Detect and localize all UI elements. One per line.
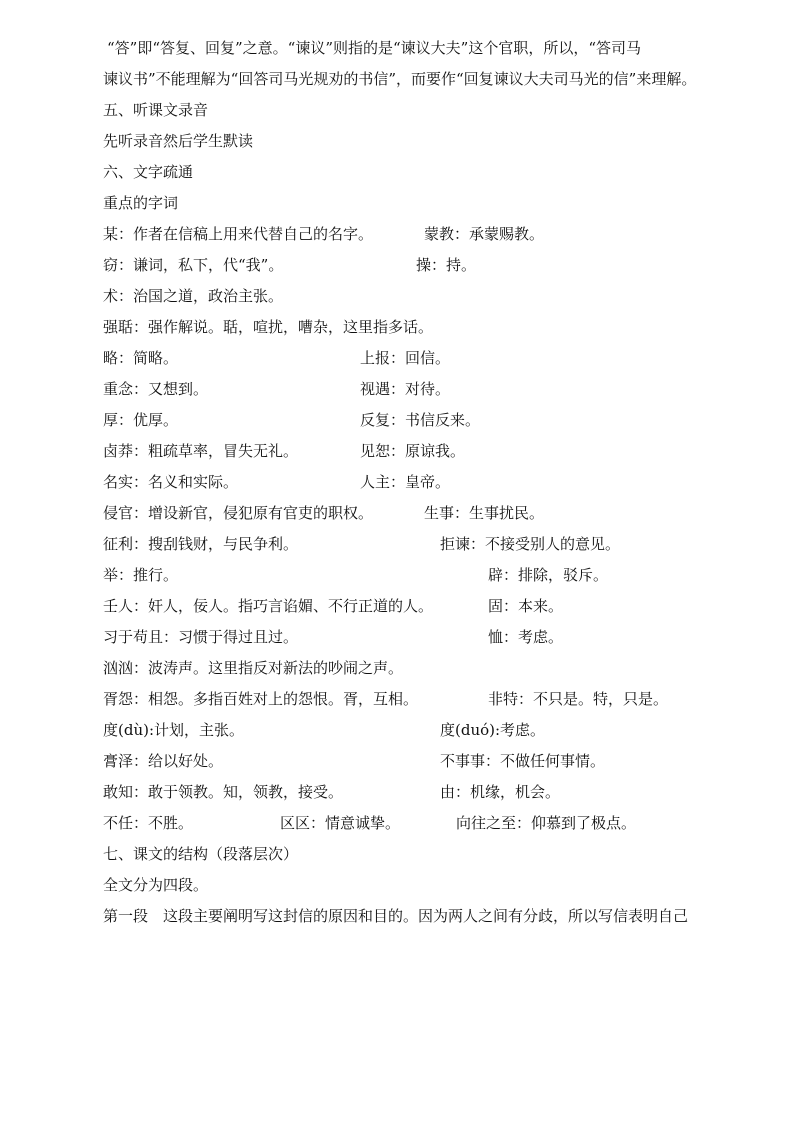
vocab-entry: 反复：书信反来。: [360, 411, 481, 429]
vocab-entry: 略：简略。: [103, 349, 179, 367]
vocab-entry: 生事：生事扰民。: [424, 504, 545, 522]
vocab-row: [0, 471, 794, 493]
vocab-row: [0, 688, 794, 710]
vocab-entry: 人主：皇帝。: [360, 473, 451, 491]
key-words-heading: 重点的字词: [103, 194, 179, 212]
vocab-entry: 习于苟且：习惯于得过且过。: [103, 628, 299, 646]
vocab-entry: 恤：考虑。: [488, 628, 564, 646]
subheading: [0, 192, 794, 214]
vocab-row: [0, 781, 794, 803]
vocab-row: [0, 750, 794, 772]
vocab-entry: 非特：不只是。特，只是。: [488, 690, 669, 708]
vocab-entry: 重念：又想到。: [103, 380, 209, 398]
vocab-entry: 胥怨：相怨。多指百姓对上的怨恨。胥，互相。: [103, 690, 419, 708]
vocab-entry: 敢知：敢于领教。知，领教，接受。: [103, 783, 344, 801]
section6-heading: 六、文字疏通: [103, 163, 194, 181]
intro-text-1: “答”即“答复、回复”之意。“谏议”则指的是“谏议大夫”这个官职，所以，“答司马: [107, 39, 642, 57]
vocab-entry: 征利：搜刮钱财，与民争利。: [103, 535, 299, 553]
vocab-entry: 汹汹：波涛声。这里指反对新法的吵闹之声。: [103, 659, 404, 677]
vocab-entry: 辟：排除，驳斥。: [488, 566, 609, 584]
intro-line: [0, 68, 794, 90]
vocab-row: [0, 254, 794, 276]
vocab-row: [0, 347, 794, 369]
section7-heading: 七、课文的结构（段落层次）: [103, 845, 299, 863]
vocab-entry: 名实：名义和实际。: [103, 473, 239, 491]
section-text: [0, 874, 794, 896]
vocab-entry: 蒙教：承蒙赐教。: [424, 225, 545, 243]
vocab-entry: 某：作者在信稿上用来代替自己的名字。: [103, 225, 374, 243]
vocab-entry: 强聒：强作解说。聒，喧扰，嘈杂，这里指多话。: [103, 318, 434, 336]
vocab-entry: 操：持。: [416, 256, 477, 274]
vocab-row: [0, 564, 794, 586]
section-heading: [0, 843, 794, 865]
vocab-row: [0, 502, 794, 524]
vocab-entry: 不任：不胜。: [103, 814, 194, 832]
vocab-entry: 上报：回信。: [360, 349, 451, 367]
para1-label: 第一段: [103, 907, 149, 925]
vocab-entry: 卤莽：粗疏草率，冒失无礼。: [103, 442, 299, 460]
vocab-row: [0, 719, 794, 741]
vocab-entry: 见恕：原谅我。: [360, 442, 466, 460]
vocab-row: [0, 440, 794, 462]
vocab-row: [0, 223, 794, 245]
section5-text: 先听录音然后学生默读: [103, 132, 254, 150]
vocab-entry: 不事事：不做任何事情。: [440, 752, 606, 770]
section-text: [0, 130, 794, 152]
vocab-entry: 由：机缘，机会。: [440, 783, 561, 801]
vocab-row: [0, 595, 794, 617]
vocab-entry: 侵官：增设新官，侵犯原有官吏的职权。: [103, 504, 374, 522]
vocab-entry: 拒谏：不接受别人的意见。: [440, 535, 621, 553]
vocab-entry: 厚：优厚。: [103, 411, 179, 429]
section5-heading: 五、听课文录音: [103, 101, 209, 119]
intro-text-2: 谏议书”不能理解为“回答司马光规劝的书信”，而要作“回复谏议大夫司马光的信”来理解。: [103, 70, 697, 88]
vocab-entry: 固：本来。: [488, 597, 564, 615]
intro-line: [0, 37, 794, 59]
vocab-entry: 区区：情意诚挚。: [280, 814, 401, 832]
vocab-entry: 膏泽：给以好处。: [103, 752, 224, 770]
vocab-entry: 度(dù):计划，主张。: [103, 721, 245, 739]
vocab-row: [0, 533, 794, 555]
vocab-row: [0, 409, 794, 431]
paragraph-line: [0, 905, 794, 927]
section-heading: [0, 161, 794, 183]
vocab-row: [0, 657, 794, 679]
vocab-entry: 视遇：对待。: [360, 380, 451, 398]
section-heading: [0, 99, 794, 121]
vocab-entry: 术：治国之道，政治主张。: [103, 287, 284, 305]
vocab-entry: 窃：谦词，私下，代“我”。: [103, 256, 284, 274]
vocab-entry: 度(duó):考虑。: [440, 721, 546, 739]
vocab-entry: 壬人：奸人，佞人。指巧言谄媚、不行正道的人。: [103, 597, 434, 615]
vocab-entry: 向往之至：仰慕到了极点。: [456, 814, 637, 832]
vocab-row: [0, 316, 794, 338]
vocab-row: [0, 285, 794, 307]
vocab-row: [0, 812, 794, 834]
para1-text: 这段主要阐明写这封信的原因和目的。因为两人之间有分歧，所以写信表明自己: [163, 907, 689, 925]
vocab-row: [0, 626, 794, 648]
vocab-entry: 举：推行。: [103, 566, 179, 584]
section7-text: 全文分为四段。: [103, 876, 209, 894]
vocab-row: [0, 378, 794, 400]
